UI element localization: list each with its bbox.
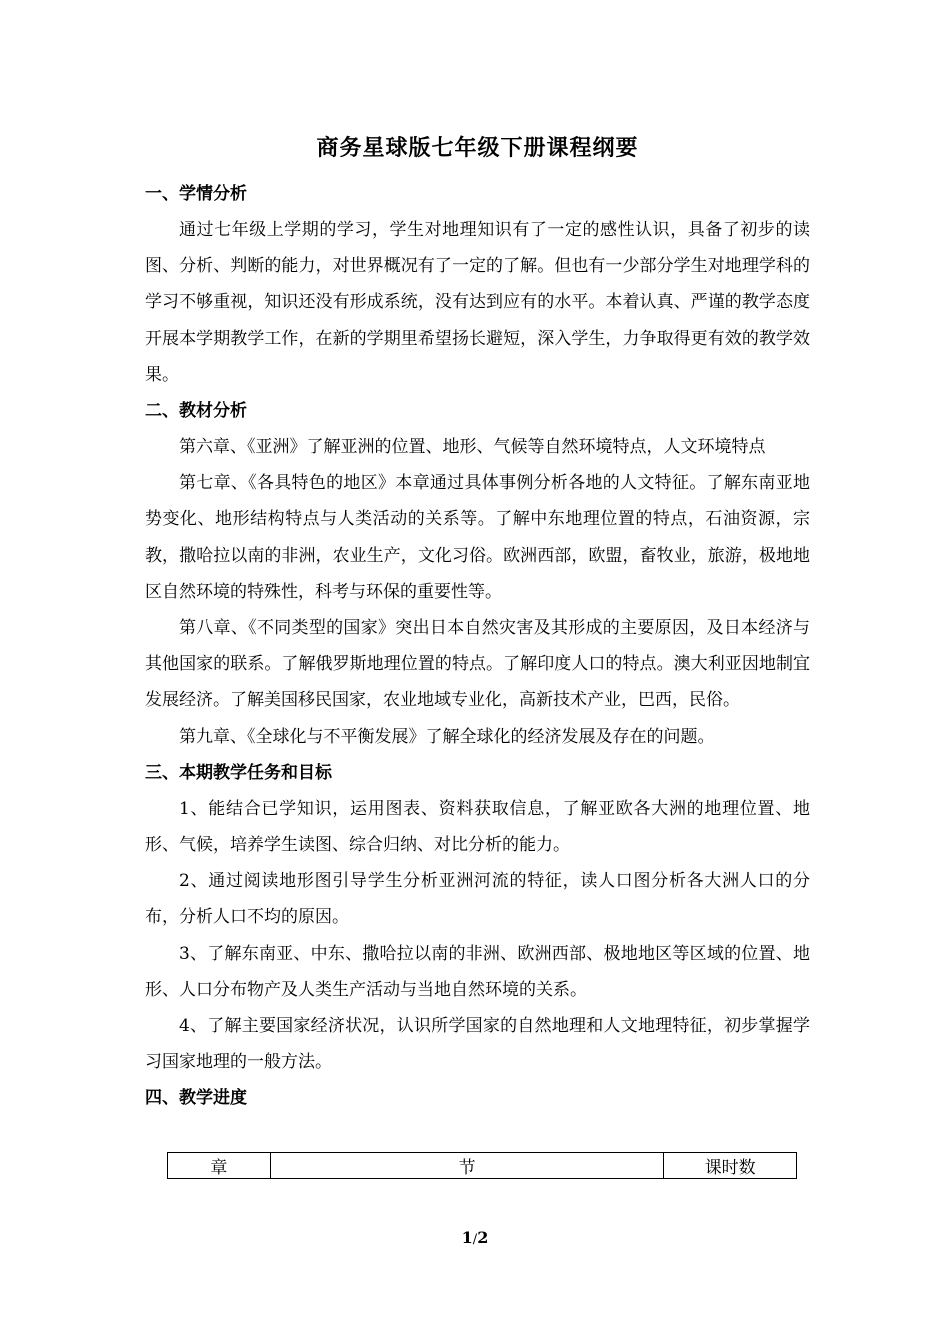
section-teaching-schedule [145, 1080, 810, 1179]
section-textbook-analysis [145, 393, 810, 755]
paragraph: 4、了解主要国家经济状况，认识所学国家的自然地理和人文地理特征，初步掌握学习国家地理的一般方法。 [145, 1016, 810, 1073]
page-total: 2 [477, 1228, 489, 1247]
paragraph: 2、通过阅读地形图引导学生分析亚洲河流的特征，读人口图分析各大洲人口的分布，分析人口不均的原因。 [145, 871, 810, 928]
section-heading: 一、学情分析 [145, 184, 247, 204]
paragraph: 通过七年级上学期的学习，学生对地理知识有了一定的感性认识，具备了初步的读图、分析、判断的能力，对世界概况有了一定的了解。但也有一少部分学生对地理学科的学习不够重视，知识还没有形成系统，没有达到应有的水平。本着认真、严谨的教学态度开展本学期教学工作，在新的学期里希望扬长避短，深入学生，力争取得更有效的教学效果。 [145, 220, 810, 385]
document-title: 商务星球版七年级下册课程纲要 [316, 135, 639, 161]
paragraph: 第九章、《全球化与不平衡发展》了解全球化的经济发展及存在的问题。 [179, 726, 715, 747]
paragraph: 3、了解东南亚、中东、撒哈拉以南的非洲、欧洲西部、极地地区等区域的位置、地形、人口分布物产及人类生产活动与当地自然环境的关系。 [145, 943, 810, 1000]
page-number [0, 1226, 950, 1252]
column-header-hours: 课时数 [664, 1153, 797, 1179]
section-teaching-goals [145, 755, 810, 1081]
paragraph: 1、能结合已学知识，运用图表、资料获取信息，了解亚欧各大洲的地理位置、地形、气候，培养学生读图、综合归纳、对比分析的能力。 [145, 798, 810, 856]
section-heading: 四、教学进度 [145, 1088, 247, 1109]
paragraph: 第八章、《不同类型的国家》突出日本自然灾害及其形成的主要原因，及日本经济与其他国家的联系。了解俄罗斯地理位置的特点。了解印度人口的特点。澳大利亚因地制宜发展经济。了解美国移民国家，农业地域专业化，高新技术产业，巴西，民俗。 [145, 618, 810, 711]
section-heading: 二、教材分析 [145, 401, 247, 422]
page-separator: / [472, 1232, 478, 1247]
section-heading: 三、本期教学任务和目标 [145, 762, 332, 783]
section-student-analysis [145, 176, 810, 393]
schedule-table [167, 1152, 797, 1179]
column-header-section: 节 [270, 1153, 664, 1179]
document-page [145, 128, 810, 1179]
paragraph: 第六章、《亚洲》了解亚洲的位置、地形、气候等自然环境特点，人文环境特点 [179, 437, 766, 458]
paragraph: 第七章、《各具特色的地区》本章通过具体事例分析各地的人文特征。了解东南亚地势变化、地形结构特点与人类活动的关系等。了解中东地理位置的特点，石油资源，宗教，撒哈拉以南的非洲，农业生产，文化习俗。欧洲西部，欧盟，畜牧业，旅游，极地地区自然环境的特殊性，科考与环保的重要性等。 [145, 473, 810, 602]
column-header-chapter: 章 [168, 1153, 271, 1179]
table-header-row [168, 1153, 797, 1179]
page-current: 1 [461, 1228, 473, 1247]
